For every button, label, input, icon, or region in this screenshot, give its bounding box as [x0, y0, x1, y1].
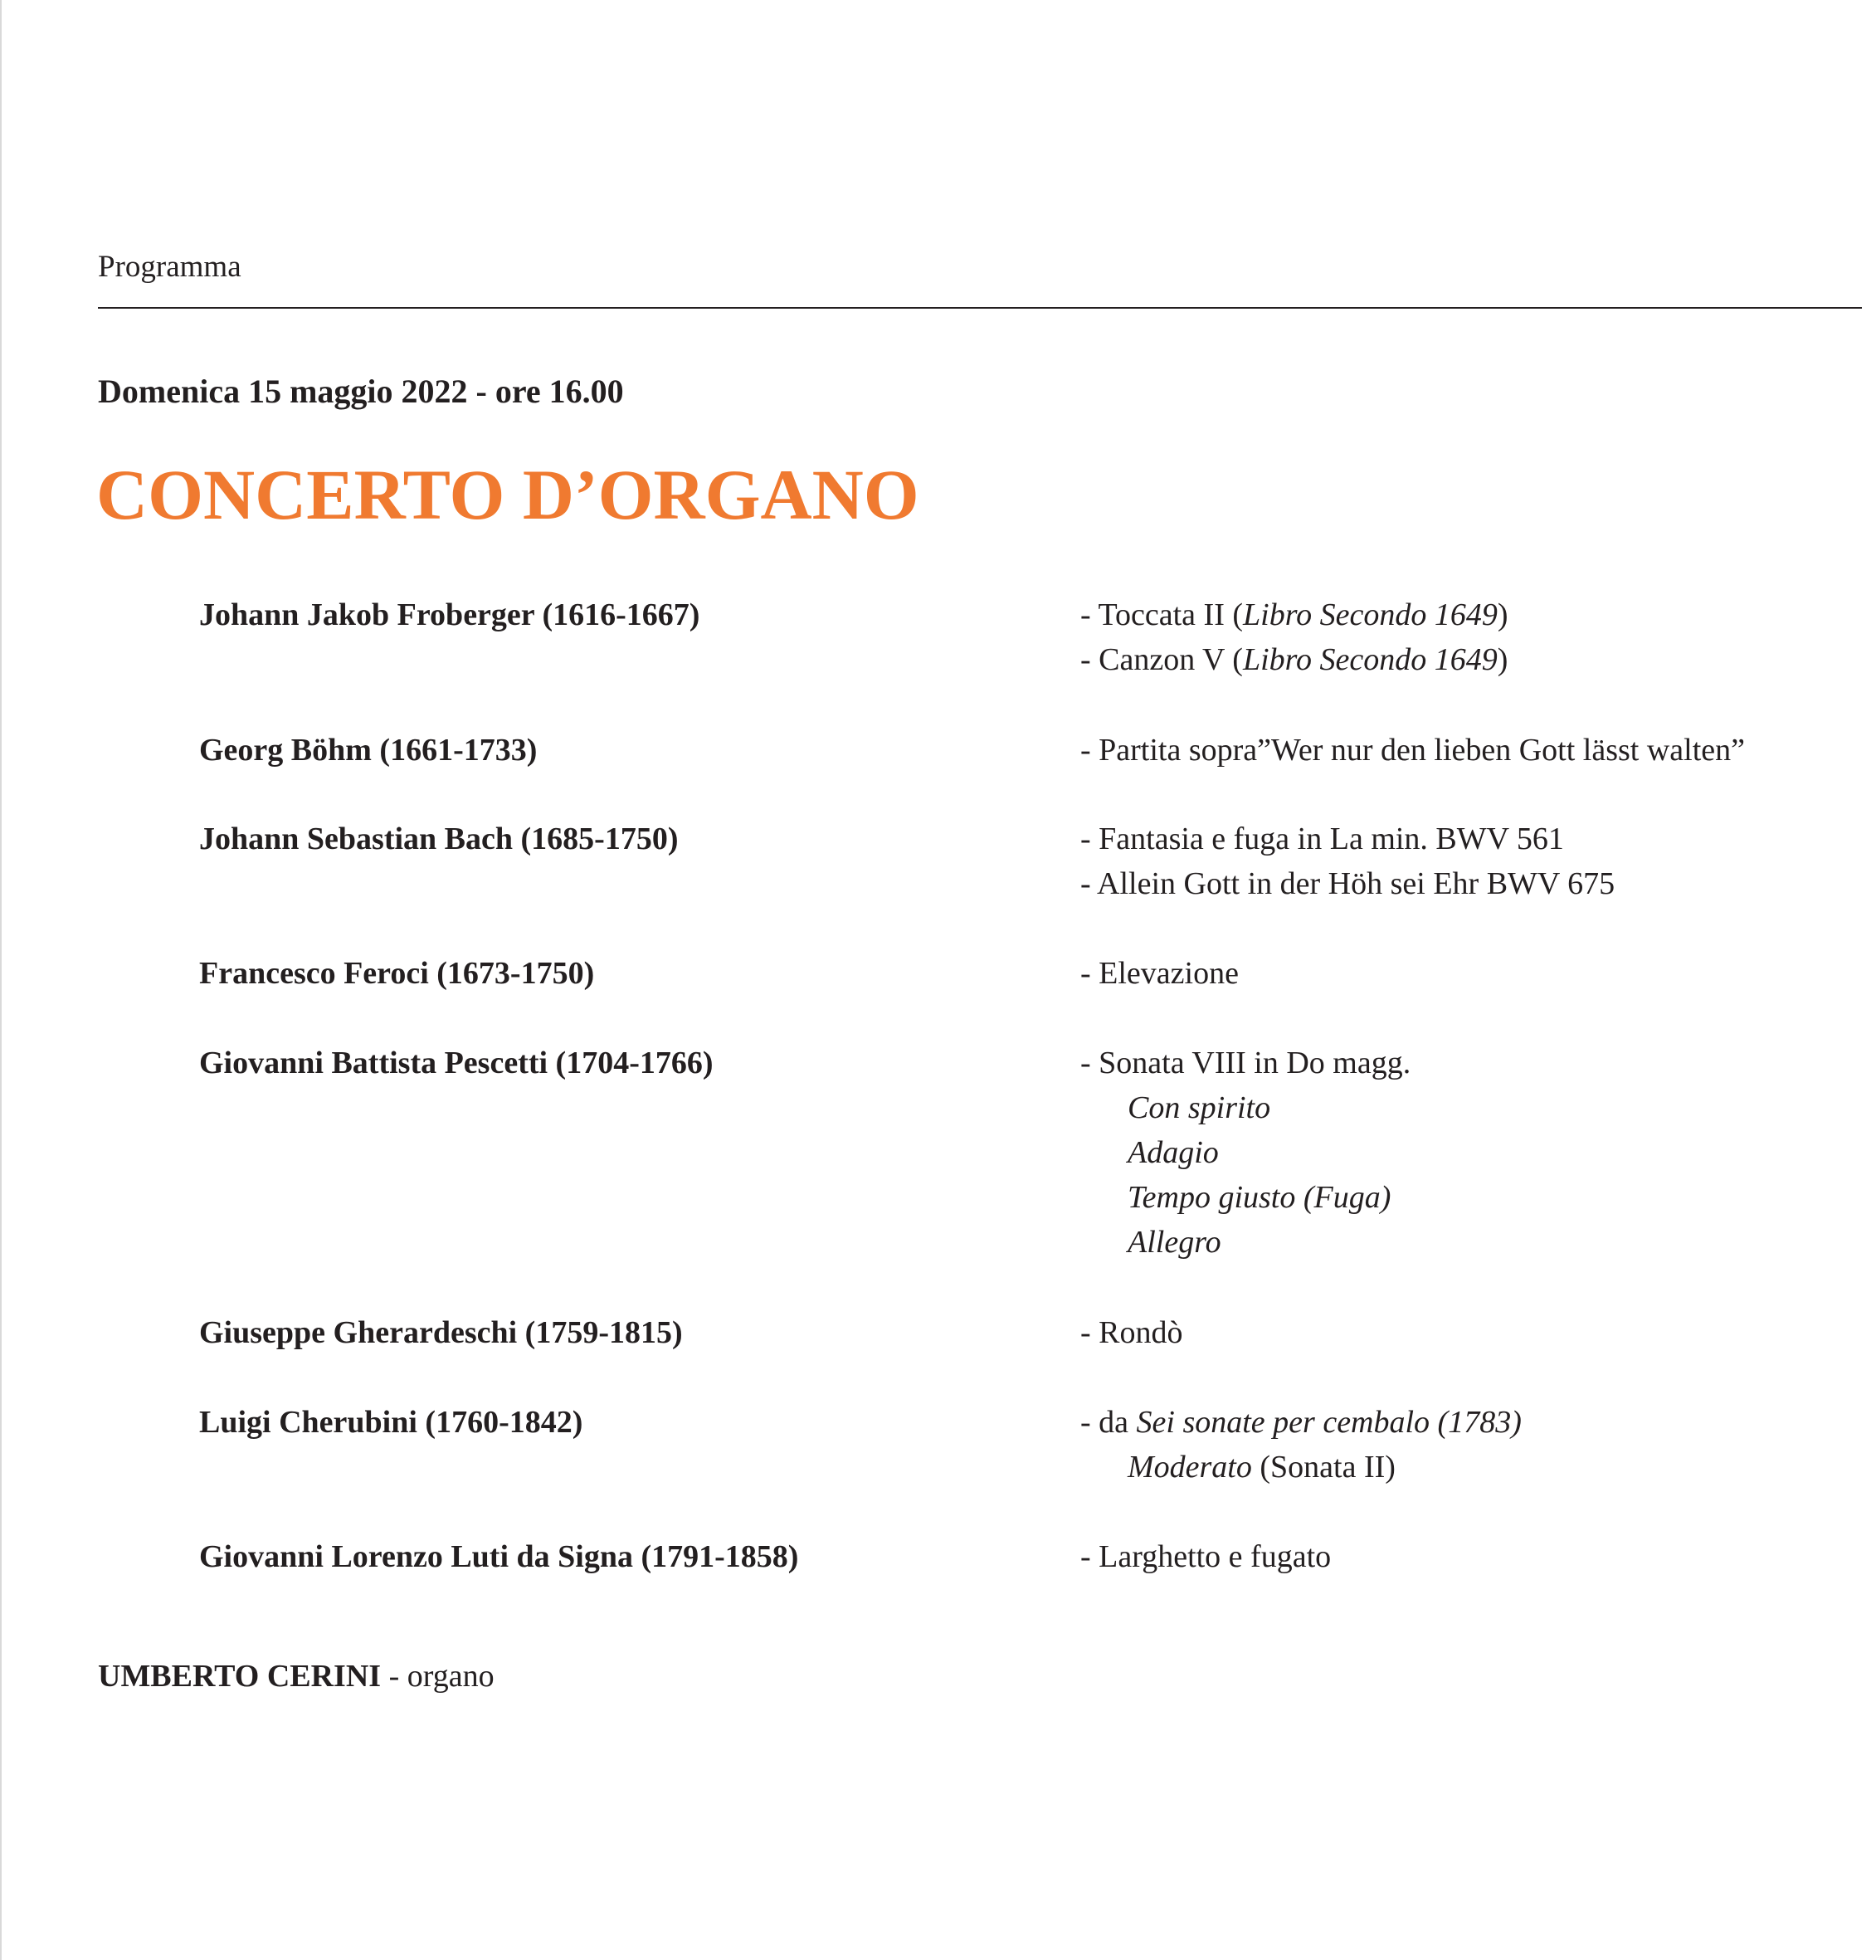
- performer-name: UMBERTO CERINI: [98, 1659, 382, 1694]
- header-divider: [98, 307, 1862, 309]
- work-item: - Partita sopra”Wer nur den lieben Gott lässt walten”: [1080, 733, 1746, 768]
- work-item: - da Sei sonate per cembalo (1783): [1080, 1405, 1522, 1440]
- composer-cherubini: Luigi Cherubini (1760-1842): [199, 1405, 583, 1440]
- movement-item: Moderato (Sonata II): [1128, 1450, 1396, 1485]
- work-item: - Rondò: [1080, 1315, 1183, 1350]
- composer-bohm: Georg Böhm (1661-1733): [199, 733, 538, 768]
- section-label: Programma: [98, 250, 241, 284]
- work-item: - Canzon V (Libro Secondo 1649): [1080, 642, 1508, 677]
- composer-bach: Johann Sebastian Bach (1685-1750): [199, 822, 679, 856]
- composer-luti: Giovanni Lorenzo Luti da Signa (1791-1858): [199, 1539, 799, 1574]
- movement-item: Con spirito: [1128, 1090, 1271, 1125]
- page-edge: [0, 0, 2, 1960]
- work-item: - Fantasia e fuga in La min. BWV 561: [1080, 822, 1564, 856]
- performer-credit: [98, 1654, 495, 1699]
- performer-role: - organo: [381, 1659, 495, 1694]
- composer-froberger: Johann Jakob Froberger (1616-1667): [199, 597, 700, 632]
- composer-gherardeschi: Giuseppe Gherardeschi (1759-1815): [199, 1315, 683, 1350]
- movement-item: Allegro: [1128, 1225, 1221, 1260]
- page-title: CONCERTO D’ORGANO: [96, 455, 919, 534]
- work-item: - Sonata VIII in Do magg.: [1080, 1046, 1411, 1080]
- work-item: - Elevazione: [1080, 956, 1239, 991]
- event-date: Domenica 15 maggio 2022 - ore 16.00: [98, 373, 624, 410]
- composer-pescetti: Giovanni Battista Pescetti (1704-1766): [199, 1046, 714, 1080]
- movement-item: Adagio: [1128, 1135, 1219, 1170]
- work-item: - Allein Gott in der Höh sei Ehr BWV 675: [1080, 866, 1615, 901]
- composer-feroci: Francesco Feroci (1673-1750): [199, 956, 595, 991]
- movement-item: Tempo giusto (Fuga): [1128, 1180, 1391, 1215]
- work-item: - Larghetto e fugato: [1080, 1539, 1332, 1574]
- work-item: - Toccata II (Libro Secondo 1649): [1080, 597, 1508, 632]
